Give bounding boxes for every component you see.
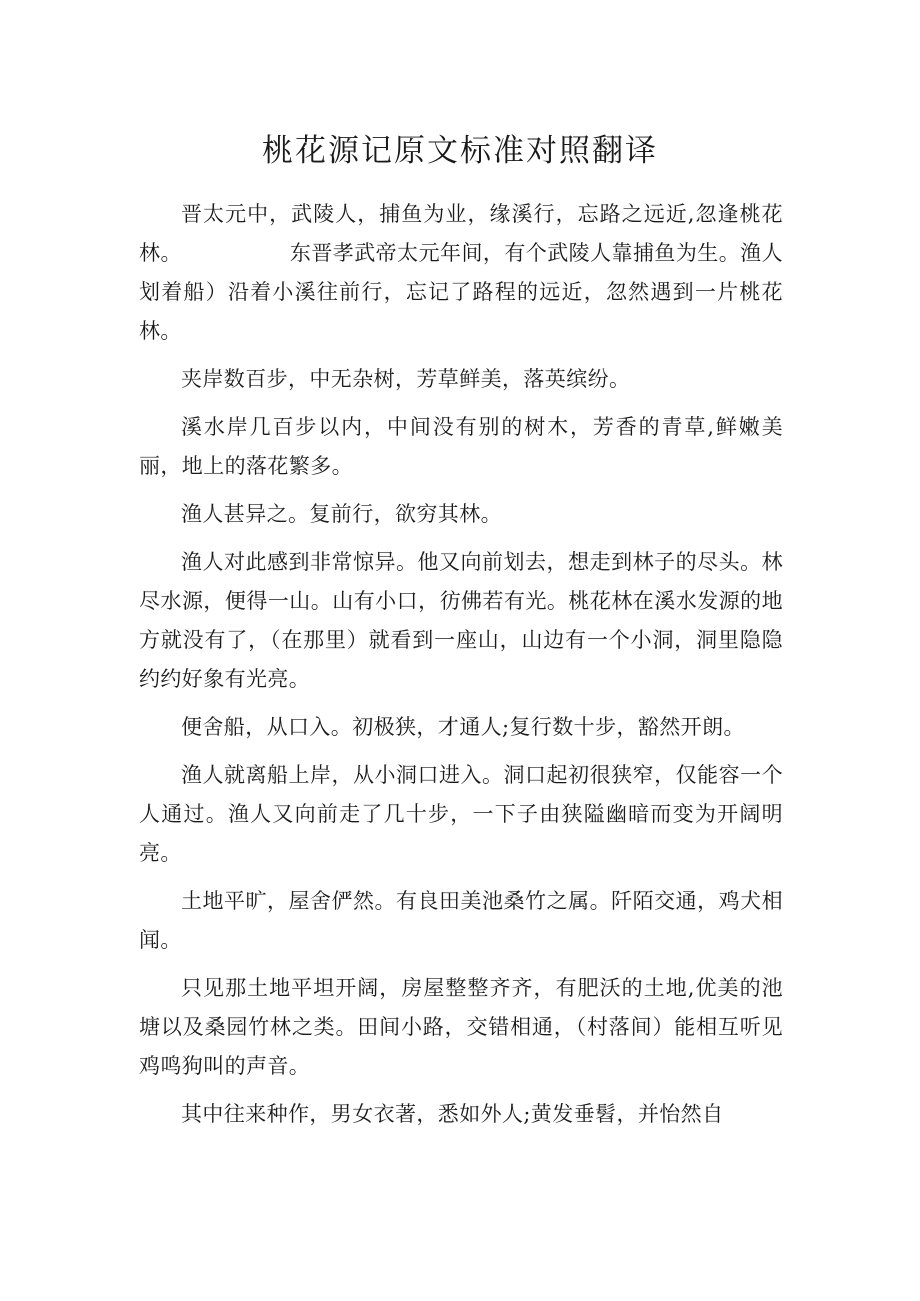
paragraph-original-5: 土地平旷，屋舍俨然。有良田美池桑竹之属。阡陌交通，鸡犬相闻。 (139, 889, 783, 952)
paragraph-original-6: 其中往来种作，男女衣著，悉如外人;黄发垂髫，并怡然自 (181, 1102, 724, 1126)
paragraph-original-3: 渔人甚异之。复前行，欲穷其林。 (181, 502, 502, 526)
paragraph-translation-1-text: 东晋孝武帝太元年间，有个武陵人靠捕鱼为生。渔人划着船）沿着小溪往前行，忘记了路程的远近，忽然遇到一片桃花林。 (139, 241, 783, 343)
paragraph-original-1 (139, 195, 783, 351)
paragraph-original-4: 便舍船，从口入。初极狭，才通人;复行数十步，豁然开朗。 (181, 715, 745, 739)
paragraph-translation-2: 溪水岸几百步以内，中间没有别的树木，芳香的青草,鲜嫩美丽，地上的落花繁多。 (139, 415, 783, 478)
paragraph-original-2: 夹岸数百步，中无杂树，芳草鲜美，落英缤纷。 (181, 367, 631, 391)
paragraph-translation-4: 渔人就离船上岸，从小洞口进入。洞口起初很狭窄，仅能容一个人通过。渔人又向前走了几十步，一下子由狭隘幽暗而变为开阔明亮。 (139, 763, 783, 865)
paragraph-translation-3: 渔人对此感到非常惊异。他又向前划去，想走到林子的尽头。林尽水源，便得一山。山有小口，彷佛若有光。桃花林在溪水发源的地方就没有了，（在那里）就看到一座山，山边有一个小洞，洞里隐隐约约好象有光亮。 (139, 550, 783, 691)
document-body (139, 195, 783, 1134)
document-title: 桃花源记原文标准对照翻译 (262, 133, 658, 169)
paragraph-original-1-text: 晋太元中，武陵人，捕鱼为业，缘溪行，忘路之远近,忽逢桃花林。 (139, 202, 783, 265)
paragraph-translation-5: 只见那土地平坦开阔，房屋整整齐齐，有肥沃的土地,优美的池塘以及桑园竹林之类。田间小路，交错相通，（村落间）能相互听见鸡鸣狗叫的声音。 (139, 976, 783, 1078)
